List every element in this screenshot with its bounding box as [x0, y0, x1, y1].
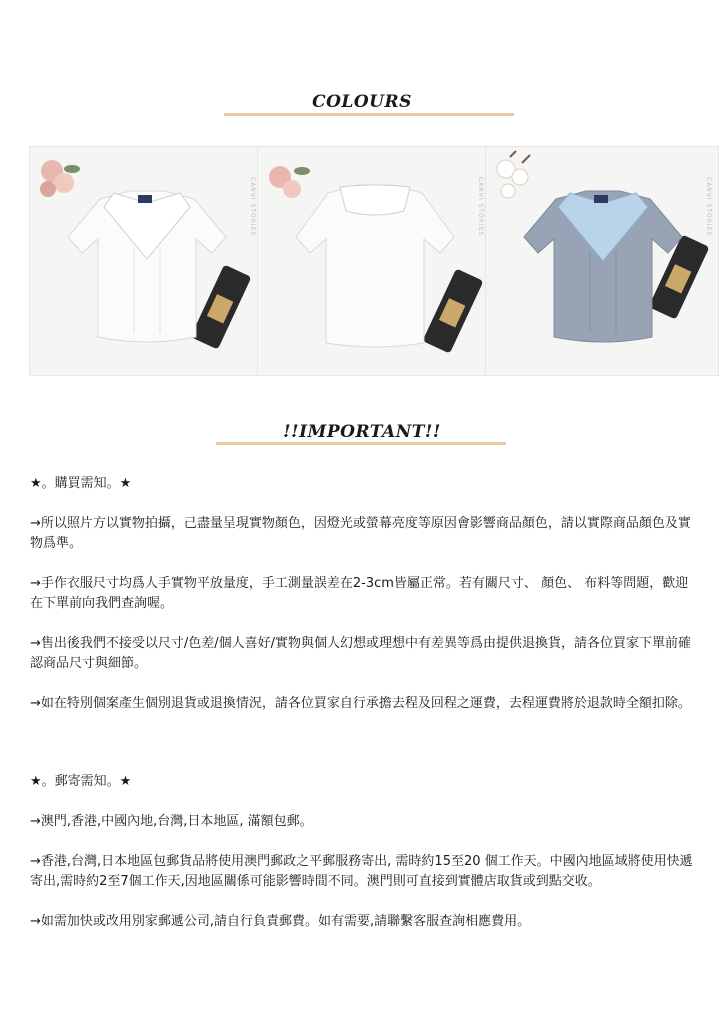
colours-heading: COLOURS [312, 92, 412, 112]
purchase-notice [30, 474, 700, 714]
important-heading: !!IMPORTANT!! [283, 422, 441, 442]
purchase-para-1: →所以照片方以實物拍攝，己盡量呈現實物顏色，因燈光或螢幕亮度等原因會影響商品顏色，請以實際商品顏色及實物爲準。 [30, 516, 691, 551]
purchase-para-3: →售出後我們不接受以尺寸/色差/個人喜好/實物與個人幻想或理想中有差異等爲由提供退換貨，請各位買家下單前確認商品尺寸與細節。 [30, 636, 692, 671]
photo-grey-blue-blouse-front [485, 146, 719, 376]
purchase-para-4: →如在特別個案產生個別退貨或退換情況，請各位買家自行承擔去程及回程之運費，去程運費將於退款時全額扣除。 [30, 696, 691, 711]
watermark-text: CANVI STORIES [705, 177, 712, 237]
watermark-text: CANVI STORIES [477, 177, 484, 237]
shipping-notice [30, 772, 700, 932]
purchase-title: ★。購買需知。★ [30, 476, 132, 491]
photo-white-blouse-front [29, 146, 263, 376]
shipping-title: ★。郵寄需知。★ [30, 774, 132, 789]
purchase-para-2: →手作衣服尺寸均爲人手實物平放量度，手工測量誤差在2-3cm皆屬正常。若有關尺寸、 顏色、 布料等問題，歡迎在下單前向我們查詢喔。 [30, 576, 689, 611]
shipping-para-3: →如需加快或改用別家郵遞公司,請自行負責郵費。如有需要,請聯繫客服查詢相應費用。 [30, 914, 531, 929]
colours-underline [224, 113, 514, 116]
watermark-text: CANVI STORIES [249, 177, 256, 237]
important-underline [216, 442, 506, 445]
shipping-para-2: →香港,台灣,日本地區包郵貨品將使用澳門郵政之平郵服務寄出, 需時約15至20 個工作天。中國內地區域將使用快遞寄出,需時約2至7個工作天,因地區關係可能影響時間不同。澳門則可直接到實體店取貨或到點交收。 [30, 854, 693, 889]
photo-white-blouse-back [257, 146, 491, 376]
shipping-para-1: →澳門,香港,中國內地,台灣,日本地區, 滿額包郵。 [30, 814, 313, 829]
